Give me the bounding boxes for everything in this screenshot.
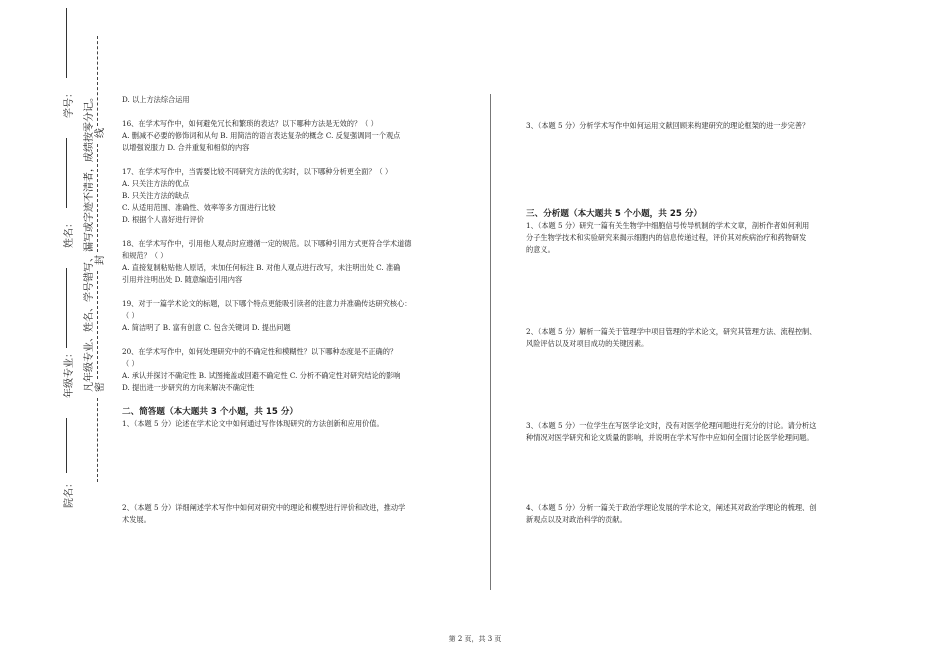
question-line: 种情况对医学研究和论文质量的影响，并说明在学术写作中应如何全面讨论医学伦理问题。 [526, 433, 814, 442]
name-line [66, 138, 67, 208]
question-line: B. 只关注方法的缺点 [122, 191, 190, 200]
question-line: 18、在学术写作中，引用他人观点时应遵循一定的规范。以下哪种引用方式更符合学术道德 [122, 239, 412, 248]
question-line: A. 直接复制粘贴他人原话，未加任何标注 B. 对他人观点进行改写，未注明出处 C. 准确 [122, 263, 401, 272]
student-id-line [66, 8, 67, 78]
question-line: 17、在学术写作中，当需要比较不同研究方法的优劣时，以下哪种分析更全面？（ ） [122, 167, 393, 176]
question-line: 新观点以及对政治科学的贡献。 [526, 515, 627, 524]
question-line: 1、（本题 5 分）研究一篇有关生物学中细胞信号传导机制的学术文章，剖析作者如何利用 [526, 221, 810, 230]
right-column [526, 120, 866, 526]
question-line: 2、（本题 5 分）详细阐述学术写作中如何对研究中的理论和模型进行评价和改进，推动学 [122, 503, 406, 512]
cut-mark-line: 线 [95, 128, 106, 138]
question-line: 以增强说服力 D. 合并重复和相似的内容 [122, 143, 250, 152]
question-19 [122, 298, 482, 334]
question-item [122, 94, 482, 106]
school-line [66, 418, 67, 473]
question-16 [122, 118, 482, 154]
question-line: A. 承认并探讨不确定性 B. 试图掩盖或回避不确定性 C. 分析不确定性对研究结论的影响 [122, 371, 401, 380]
question-line: D. 根据个人喜好进行评价 [122, 215, 204, 224]
question-line: 3、（本题 5 分）一位学生在写医学论文时，没有对医学伦理问题进行充分的讨论。请分析这 [526, 421, 817, 430]
question-line: A. 只关注方法的优点 [122, 179, 190, 188]
question-line: 16、在学术写作中，如何避免冗长和繁琐的表达？以下哪种方法是无效的？（ ） [122, 119, 378, 128]
cut-mark-seal: 封 [95, 255, 106, 265]
question-line: 术发展。 [122, 515, 151, 524]
short-answer-q3: 3、（本题 5 分）分析学术写作中如何运用文献回顾来构建研究的理论框架的进一步完善？ [526, 121, 810, 130]
analysis-q4 [526, 502, 866, 526]
question-line: 和规范？（ ） [122, 251, 168, 260]
cut-line-segment [97, 144, 98, 252]
binding-notice: 凡年级专业、姓名、学号错写、漏写或字迹不清者，成绩按零分记。 [84, 92, 95, 392]
short-answer-q2 [122, 502, 482, 526]
question-line: 2、（本题 5 分）解析一篇关于管理学中项目管理的学术论文，研究其管理方法、流程控制、 [526, 327, 817, 336]
question-line: 分子生物学技术和实验研究来揭示细胞内的信息传递过程，评价其对疾病治疗和药物研发 [526, 233, 807, 242]
major-line [66, 268, 67, 348]
cut-line-segment [97, 271, 98, 379]
cut-line-segment [97, 398, 98, 482]
school-label: 院名： [64, 478, 75, 508]
question-line: A. 删减不必要的修饰词和从句 B. 用简洁的语言表达复杂的概念 C. 反复强调同一个观点 [122, 131, 401, 140]
left-column [122, 94, 482, 526]
name-label: 姓名： [64, 218, 75, 248]
binding-strip [0, 0, 110, 672]
cut-mark-sealed: 密 [95, 382, 106, 392]
analysis-q1 [526, 220, 866, 256]
cut-line-segment [97, 36, 98, 126]
question-line: 19、对于一篇学术论文的标题，以下哪个特点更能吸引读者的注意力并准确传达研究核心： [122, 299, 412, 308]
question-20 [122, 346, 482, 394]
question-17 [122, 166, 482, 226]
question-line: C. 从适用范围、准确性、效率等多方面进行比较 [122, 203, 276, 212]
student-id-label: 学号： [64, 88, 75, 118]
question-line: 的意义。 [526, 245, 555, 254]
question-line: D. 以上方法综合运用 [122, 95, 190, 104]
question-line: 引用并注明出处 D. 随意编造引用内容 [122, 275, 243, 284]
short-answer-q1: 1、（本题 5 分）论述在学术论文中如何通过写作体现研究的方法创新和应用价值。 [122, 419, 384, 428]
column-divider [490, 94, 491, 590]
question-line: A. 简洁明了 B. 富有创意 C. 包含关键词 D. 提出问题 [122, 323, 291, 332]
question-line: 4、（本题 5 分）分析一篇关于政治学理论发展的学术论文，阐述其对政治学理论的梳理、创 [526, 503, 817, 512]
question-line: （ ） [122, 311, 139, 320]
analysis-q3 [526, 420, 866, 444]
question-line: 20、在学术写作中，如何处理研究中的不确定性和模糊性？以下哪种态度是不正确的？ [122, 347, 398, 356]
section-2-title: 二、简答题（本大题共 3 个小题，共 15 分） [122, 407, 299, 417]
section-3-title: 三、分析题（本大题共 5 个小题，共 25 分） [526, 209, 703, 219]
analysis-q2 [526, 326, 866, 350]
question-line: （ ） [122, 359, 139, 368]
major-label: 年级专业： [64, 348, 75, 398]
page-footer: 第 2 页，共 3 页 [448, 635, 502, 643]
question-18 [122, 238, 482, 286]
question-line: 风险评估以及对项目成功的关键因素。 [526, 339, 649, 348]
question-line: D. 提出进一步研究的方向来解决不确定性 [122, 383, 255, 392]
